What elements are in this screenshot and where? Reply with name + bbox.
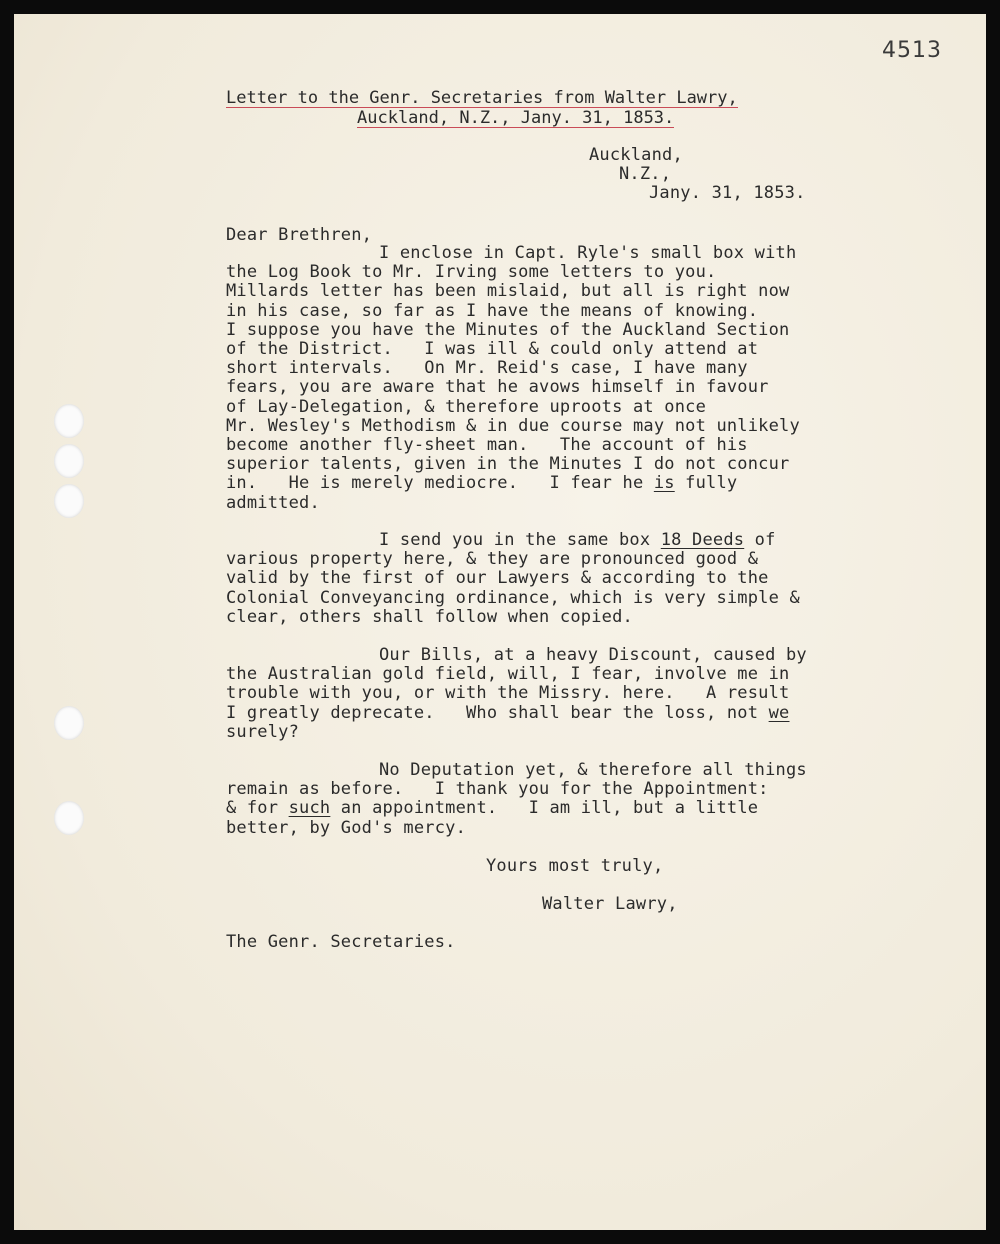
text-line: become another fly-sheet man. The account of his	[226, 435, 748, 456]
text-line: better, by God's mercy.	[226, 817, 467, 838]
punch-hole	[54, 706, 84, 740]
closing: Yours most truly,	[486, 856, 664, 876]
text-line: I greatly deprecate. Who shall bear the loss, not	[226, 702, 769, 723]
text-line: I send you in the same box	[379, 530, 661, 550]
punch-hole	[54, 801, 84, 835]
paragraph-1	[226, 244, 800, 513]
underlined-word: is	[653, 473, 675, 494]
punch-hole	[54, 444, 84, 478]
text-line: various property here, & they are pronounced good &	[226, 549, 759, 570]
text-line: fully	[674, 473, 738, 494]
text-line: of Lay-Delegation, & therefore uproots at once	[226, 396, 707, 417]
address-line: Jany. 31, 1853.	[649, 183, 806, 203]
paragraph-4	[226, 761, 807, 838]
paragraph-2	[226, 531, 800, 627]
text-line: the Log Book to Mr. Irving some letters to you.	[226, 262, 717, 283]
addressee: The Genr. Secretaries.	[226, 932, 456, 952]
heading-line-1: Letter to the Genr. Secretaries from Walter Lawry,	[226, 88, 738, 108]
paragraph-3	[226, 646, 807, 742]
text-line: short intervals. On Mr. Reid's case, I have many	[226, 358, 748, 379]
underlined-word: we	[768, 702, 790, 723]
text-line: remain as before. I thank you for the Appointment:	[226, 779, 769, 800]
text-line: Mr. Wesley's Methodism & in due course may not unlikely	[226, 415, 800, 436]
letter-page	[14, 14, 986, 1230]
text-line: in. He is merely mediocre. I fear he	[226, 473, 654, 494]
text-line: of the District. I was ill & could only attend at	[226, 339, 759, 360]
sender-address	[589, 146, 806, 203]
underlined-word: such	[288, 798, 331, 819]
text-line: trouble with you, or with the Missry. here. A result	[226, 683, 790, 704]
address-line: Auckland,	[589, 145, 683, 165]
text-line: valid by the first of our Lawyers & according to the	[226, 568, 769, 589]
text-line: Our Bills, at a heavy Discount, caused by	[379, 645, 807, 665]
text-line: in his case, so far as I have the means of knowing.	[226, 300, 759, 321]
punch-hole	[54, 484, 84, 518]
text-line: admitted.	[226, 492, 320, 513]
text-line: Colonial Conveyancing ordinance, which is very simple &	[226, 587, 800, 608]
text-line: the Australian gold field, will, I fear, involve me in	[226, 664, 790, 685]
address-line: N.Z.,	[619, 164, 672, 184]
text-line: No Deputation yet, & therefore all things	[379, 760, 807, 780]
heading-line-2: Auckland, N.Z., Jany. 31, 1853.	[357, 108, 675, 128]
text-line: an appointment. I am ill, but a little	[330, 798, 759, 819]
signature: Walter Lawry,	[542, 894, 678, 914]
text-line: & for	[226, 798, 289, 819]
text-line: of	[744, 530, 776, 550]
text-line: Millards letter has been mislaid, but all is right now	[226, 281, 790, 302]
text-line: surely?	[226, 721, 300, 742]
text-line: superior talents, given in the Minutes I do not concur	[226, 454, 790, 475]
text-line: fears, you are aware that he avows himself in favour	[226, 377, 769, 398]
punch-hole	[54, 404, 84, 438]
page-number: 4513	[882, 38, 942, 63]
underlined-phrase: 18 Deeds	[660, 530, 745, 550]
salutation: Dear Brethren,	[226, 225, 373, 245]
text-line: I enclose in Capt. Ryle's small box with	[379, 243, 797, 263]
text-line: I suppose you have the Minutes of the Auckland Section	[226, 319, 790, 340]
text-line: clear, others shall follow when copied.	[226, 606, 633, 627]
